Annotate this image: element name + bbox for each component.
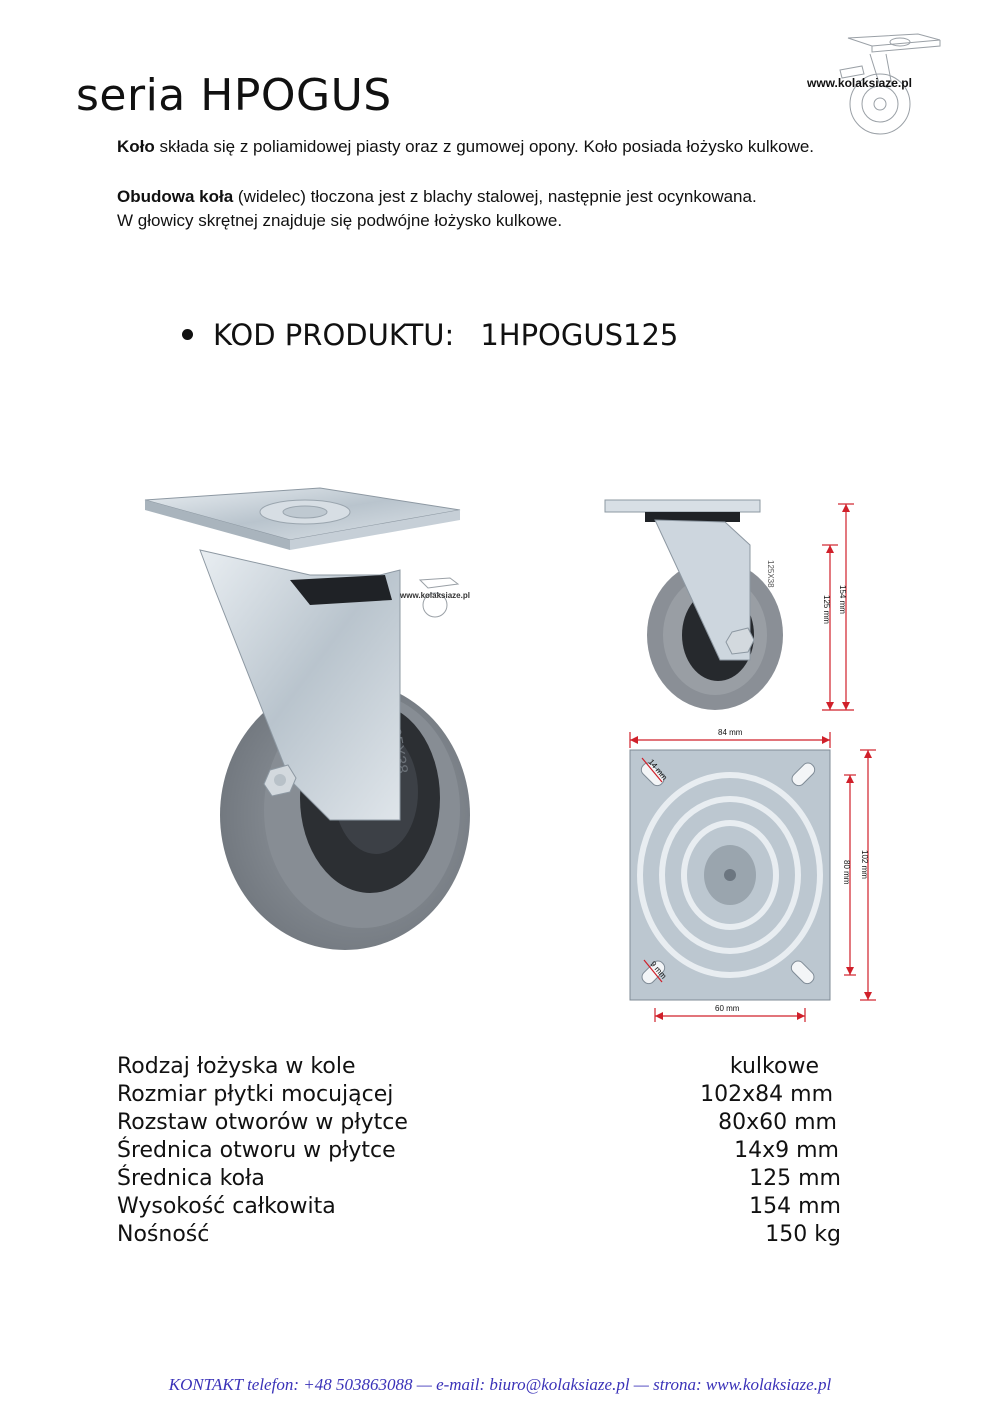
spec-row	[117, 1194, 847, 1222]
spec-value: 102x84 mm	[700, 1082, 833, 1107]
spec-row	[117, 1166, 847, 1194]
bullet-icon	[182, 329, 193, 340]
dim-hole-spacing-horizontal: 60 mm	[715, 1004, 740, 1013]
plate-view-drawing	[600, 720, 890, 1030]
dim-hole-short: 9 mm	[648, 959, 669, 981]
dim-plate-length: 102 mm	[860, 850, 869, 879]
spec-label: Średnica otworu w płytce	[117, 1138, 396, 1163]
spec-label: Nośność	[117, 1222, 210, 1247]
spec-label: Średnica koła	[117, 1166, 265, 1191]
spec-value: 14x9 mm	[734, 1138, 839, 1163]
spec-row	[117, 1110, 847, 1138]
product-code-value: 1HPOGUS125	[480, 318, 679, 352]
spec-value: kulkowe	[729, 1054, 819, 1079]
dim-plate-width: 84 mm	[718, 728, 743, 737]
spec-row	[117, 1138, 847, 1166]
spec-row	[117, 1082, 847, 1110]
dim-hole-spacing-vertical: 80 mm	[842, 860, 851, 885]
spec-row	[117, 1222, 847, 1250]
housing-text: (widelec) tłoczona jest z blachy stalowej, następnie jest ocynkowana.	[233, 187, 757, 206]
product-photo	[130, 480, 470, 960]
spec-value: 154 mm	[749, 1194, 841, 1219]
product-code-label: KOD PRODUKTU:	[213, 318, 455, 352]
spec-label: Rozmiar płytki mocującej	[117, 1082, 394, 1107]
side-view-drawing	[600, 490, 880, 730]
logo-text: www.kolaksiaze.pl	[807, 76, 912, 90]
footer-contact: KONTAKT telefon: +48 503863088 — e-mail: biuro@kolaksiaze.pl — strona: www.kolaksiaze.pl	[168, 1375, 832, 1394]
side-tire-mark: 125X38	[766, 560, 775, 588]
housing-description	[117, 187, 757, 207]
dim-total-height: 154 mm	[838, 585, 847, 614]
spec-label: Rozstaw otworów w płytce	[117, 1110, 408, 1135]
dim-hole-long: 14 mm	[646, 757, 670, 783]
wheel-description	[117, 137, 814, 157]
spec-value: 150 kg	[765, 1222, 841, 1247]
wheel-text: składa się z poliamidowej piasty oraz z gumowej opony. Koło posiada łożysko kulkowe.	[154, 137, 815, 156]
watermark-text: www.kolaksiaze.pl	[400, 591, 470, 600]
page-title: seria HPOGUS	[76, 70, 392, 121]
product-code-line	[182, 318, 678, 352]
photo-watermark	[399, 578, 470, 617]
spec-row	[117, 1054, 847, 1082]
spec-label: Wysokość całkowita	[117, 1194, 336, 1219]
spec-value: 80x60 mm	[718, 1110, 837, 1135]
swivel-description: W głowicy skrętnej znajduje się podwójne łożysko kulkowe.	[117, 211, 563, 230]
housing-term: Obudowa koła	[117, 187, 234, 206]
wheel-term: Koło	[117, 137, 155, 156]
dim-wheel-diameter: 125 mm	[822, 595, 831, 624]
spec-label: Rodzaj łożyska w kole	[117, 1054, 356, 1079]
spec-value: 125 mm	[749, 1166, 841, 1191]
